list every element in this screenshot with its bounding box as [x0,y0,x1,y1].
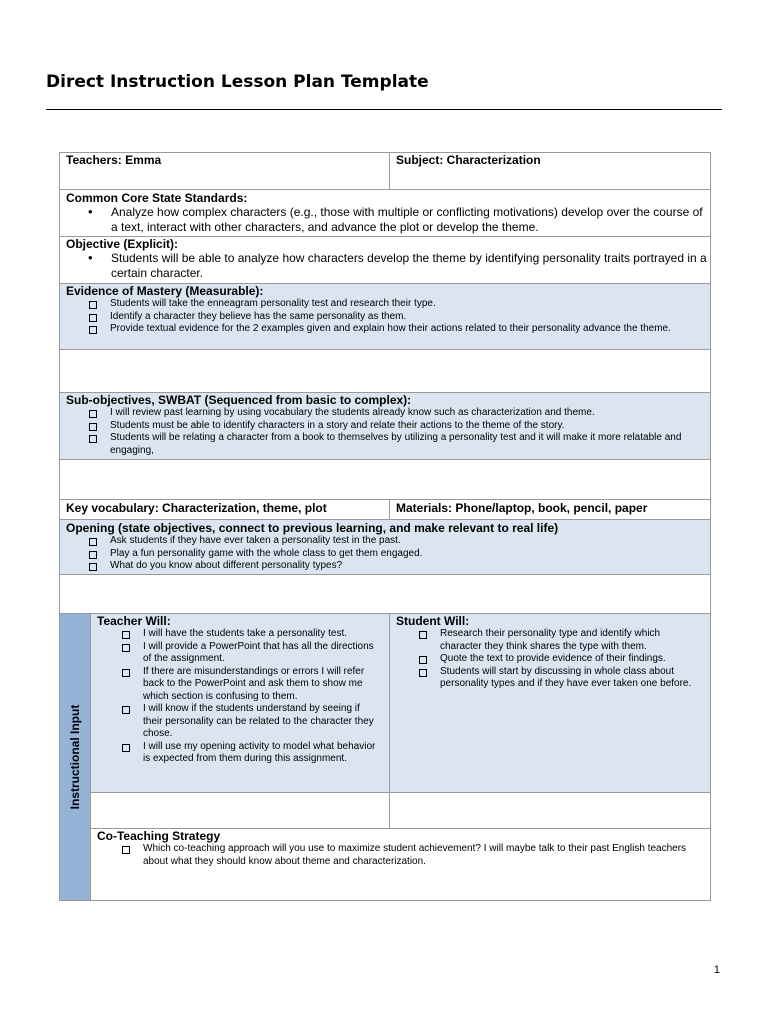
subobjectives-heading: Sub-objectives, SWBAT (Sequenced from basic to complex): [66,393,412,407]
opening-section [59,519,711,574]
checkbox-icon [122,631,130,639]
instructional-input-label [59,613,90,901]
title-divider [46,109,722,110]
list-item: Students will start by discussing in whole class about personality types and if they have ever taken one before. [440,666,700,691]
checkbox-icon [122,706,130,714]
materials-label: Materials: Phone/laptop, book, pencil, paper [396,501,648,515]
checkbox-icon [122,669,130,677]
standards-list [60,205,710,234]
objective-section [59,236,711,283]
list-item: Identify a character they believe has the same personality as them. [110,311,710,324]
page-number: 1 [713,964,720,976]
list-item: If there are misunderstandings or errors I will refer back to the PowerPoint and ask them to show me which section is confusing to them. [143,666,381,704]
coteaching-list [91,843,710,868]
teacher-will-cell [90,613,389,792]
standards-heading: Common Core State Standards: [66,191,248,205]
vocabulary-label: Key vocabulary: Characterization, theme, plot [66,501,327,515]
list-item: Research their personality type and identify which character they think shares the type with them. [440,628,700,653]
checkbox-icon [89,563,97,571]
subject-label: Subject: Characterization [396,153,541,167]
blank-cell [90,792,389,828]
checkbox-icon [122,846,130,854]
teachers-label: Teachers: Emma [66,153,162,167]
list-item: I will know if the students understand by seeing if their personality can be related to the character they chose. [143,703,381,741]
coteaching-section [90,828,711,901]
document-title: Direct Instruction Lesson Plan Template [46,72,429,92]
objective-item: • Students will be able to analyze how characters develop the theme by identifying personality traits portrayed in a certain character. [87,251,710,280]
teacher-will-list [91,628,389,766]
checkbox-icon [419,669,427,677]
mastery-heading: Evidence of Mastery (Measurable): [66,284,264,298]
list-item: Play a fun personality game with the whole class to get them engaged. [110,548,710,561]
checkbox-icon [122,744,130,752]
teacher-will-heading: Teacher Will: [97,614,171,628]
blank-cell [389,792,711,828]
list-item: I will provide a PowerPoint that has all the directions of the assignment. [143,641,381,666]
list-item: I will have the students take a personality test. [143,628,381,641]
list-item: Provide textual evidence for the 2 examples given and explain how their actions related to their personality advance the theme. [110,323,710,336]
coteaching-heading: Co-Teaching Strategy [97,829,221,843]
checkbox-icon [89,551,97,559]
list-item: Quote the text to provide evidence of their findings. [440,653,700,666]
teachers-cell [59,152,389,189]
checkbox-icon [89,435,97,443]
blank-row [59,459,711,499]
list-item: Students will be relating a character from a book to themselves by utilizing a personality test and it will make it more relatable and engaging, [110,432,710,457]
subject-cell [389,152,711,189]
standards-section [59,189,711,236]
checkbox-icon [89,314,97,322]
student-will-cell [389,613,711,792]
subobjectives-section [59,392,711,459]
list-item: Which co-teaching approach will you use to maximize student achievement? I will maybe talk to their past English teachers about what they should know about theme and characterization. [143,843,700,868]
materials-cell [389,499,711,519]
list-item: What do you know about different personality types? [110,560,710,573]
student-will-heading: Student Will: [396,614,470,628]
opening-list [60,535,710,573]
student-will-list [390,628,710,691]
objective-heading: Objective (Explicit): [66,237,179,251]
opening-heading: Opening (state objectives, connect to previous learning, and make relevant to real life) [66,521,559,535]
checkbox-icon [89,410,97,418]
checkbox-icon [122,644,130,652]
list-item: I will use my opening activity to model what behavior is expected from them during this assignment. [143,741,381,766]
checkbox-icon [89,301,97,309]
standards-item: • Analyze how complex characters (e.g., those with multiple or conflicting motivations) develop over the course of a text, interact with other characters, and advance the plot or develop the theme. [87,205,710,234]
checkbox-icon [89,538,97,546]
checkbox-icon [419,631,427,639]
blank-row [59,574,711,613]
list-item: Students must be able to identify characters in a story and relate their actions to the theme of the story. [110,420,710,433]
checkbox-icon [419,656,427,664]
checkbox-icon [89,423,97,431]
list-item: Students will take the enneagram personality test and research their type. [110,298,710,311]
vocabulary-cell [59,499,389,519]
list-item: Ask students if they have ever taken a personality test in the past. [110,535,710,548]
list-item: I will review past learning by using vocabulary the students already know such as characterization and theme. [110,407,710,420]
subobjectives-list [60,407,710,457]
blank-row [59,349,711,392]
objective-list [60,251,710,280]
mastery-list [60,298,710,336]
side-label-text: Instructional Input [68,704,82,810]
checkbox-icon [89,326,97,334]
mastery-section [59,283,711,349]
